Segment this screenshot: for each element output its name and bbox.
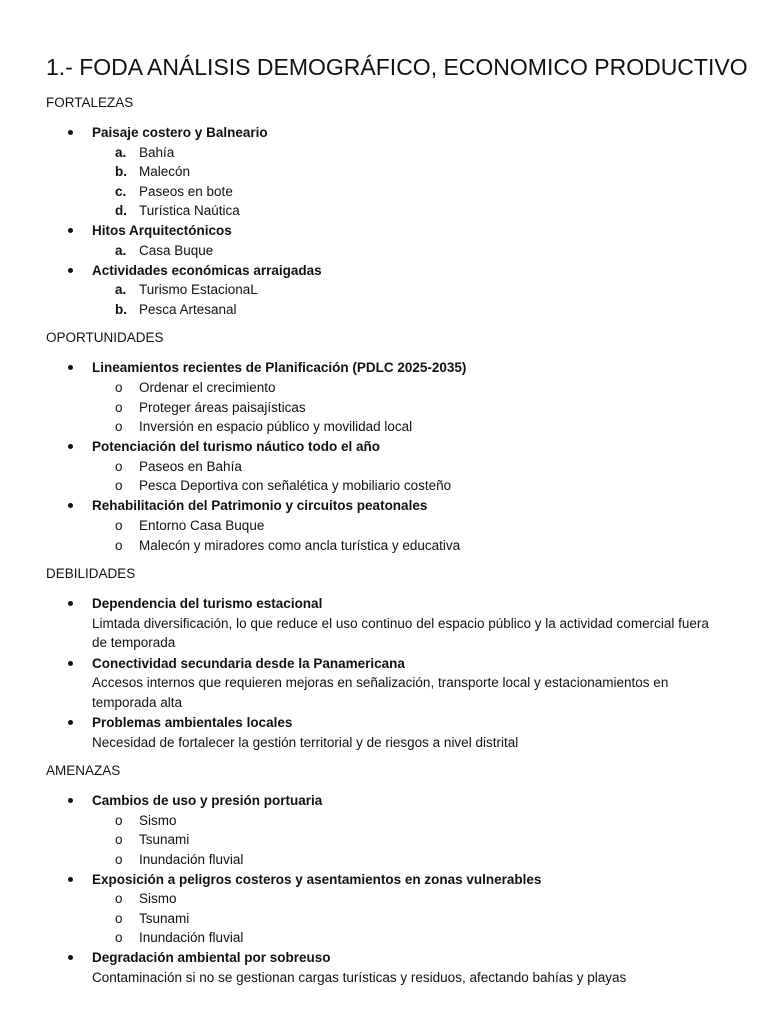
list-marker: o <box>115 930 123 945</box>
sub-list-item-text: Casa Buque <box>139 242 214 258</box>
list-marker: o <box>115 891 123 906</box>
bullet-icon <box>68 228 73 233</box>
sub-list-item <box>0 889 768 909</box>
list-item-label: Potenciación del turismo náutico todo el año <box>92 439 381 454</box>
sub-list-item <box>0 143 768 163</box>
list-marker: o <box>115 537 123 553</box>
sub-list-item <box>0 280 768 300</box>
list-marker: o <box>115 851 123 867</box>
sub-list-item <box>0 811 768 831</box>
list-item <box>0 870 768 890</box>
list-item-label: Conectividad secundaria desde la Panamericana <box>92 655 405 671</box>
list-marker: o <box>115 910 123 926</box>
section-heading-amenazas: AMENAZAS <box>46 763 121 778</box>
list-marker: o <box>115 832 123 847</box>
list-marker: o <box>115 517 123 533</box>
sub-list-item <box>0 300 768 320</box>
list-item-label: Paisaje costero y Balneario <box>92 125 268 140</box>
bullet-icon <box>68 601 73 606</box>
list-marker: o <box>115 478 123 493</box>
sub-list-item-text: Malecón <box>139 164 191 179</box>
list-marker: o <box>115 419 123 434</box>
list-item-description: Contaminación si no se gestionan cargas turísticas y residuos, afectando bahías y playas <box>92 969 627 985</box>
list-marker: o <box>115 399 123 415</box>
bullet-icon <box>68 503 73 508</box>
sub-list-item-text: Turismo EstacionaL <box>139 282 258 297</box>
list-item <box>0 713 768 733</box>
sub-list-item <box>0 476 768 496</box>
list-item-label: Exposición a peligros costeros y asentamientos en zonas vulnerables <box>92 871 542 887</box>
list-item-description: Necesidad de fortalecer la gestión territorial y de riesgos a nivel distrital <box>92 734 519 750</box>
list-item-description: Accesos internos que requieren mejoras en señalización, transporte local y estacionamientos en temporada alta <box>92 675 669 710</box>
sub-list-item <box>0 182 768 202</box>
sub-list-item-text: Ordenar el crecimiento <box>139 379 276 395</box>
list-marker: a. <box>115 282 127 297</box>
list-item-label: Rehabilitación del Patrimonio y circuitos peatonales <box>92 498 428 513</box>
sub-list-item <box>0 928 768 948</box>
sub-list-item-text: Paseos en bote <box>139 183 233 199</box>
list-marker: b. <box>115 301 127 317</box>
sub-list-item-text: Entorno Casa Buque <box>139 517 265 533</box>
list-item-label: Degradación ambiental por sobreuso <box>92 950 331 965</box>
sub-list-item-text: Inversión en espacio público y movilidad local <box>139 419 413 434</box>
sub-list-item-text: Proteger áreas paisajísticas <box>139 399 306 415</box>
list-item <box>0 358 768 378</box>
sub-list-item-text: Sismo <box>139 812 177 828</box>
list-marker: a. <box>115 144 127 160</box>
list-item <box>0 496 768 516</box>
sub-list-item-text: Sismo <box>139 891 177 906</box>
list-marker: c. <box>115 183 127 199</box>
sub-list-item-text: Paseos en Bahía <box>139 458 242 474</box>
sub-list-item <box>0 516 768 536</box>
list-item-label: Hitos Arquitectónicos <box>92 223 232 238</box>
bullet-icon <box>68 365 73 370</box>
sub-list-item <box>0 909 768 929</box>
list-marker: b. <box>115 164 127 179</box>
section-heading-debilidades: DEBILIDADES <box>46 566 136 581</box>
sub-list-item <box>0 201 768 221</box>
list-item-label: Dependencia del turismo estacional <box>92 596 323 611</box>
bullet-icon <box>68 268 73 273</box>
sub-list-item-text: Tsunami <box>139 832 190 847</box>
list-item-label: Problemas ambientales locales <box>92 714 293 730</box>
sub-list-item-text: Bahía <box>139 144 175 160</box>
page-title: 1.- FODA ANÁLISIS DEMOGRÁFICO, ECONOMICO PRODUCTIVO <box>46 54 748 80</box>
sub-list-item <box>0 457 768 477</box>
list-item <box>0 654 768 674</box>
sub-list-item <box>0 830 768 850</box>
list-marker: o <box>115 379 123 395</box>
sub-list-item <box>0 241 768 261</box>
sub-list-item-text: Inundación fluvial <box>139 930 244 945</box>
list-item <box>0 437 768 457</box>
sub-list-item <box>0 162 768 182</box>
bullet-icon <box>68 130 73 135</box>
list-item <box>0 948 768 968</box>
bullet-icon <box>68 444 73 449</box>
sub-list-item <box>0 378 768 398</box>
list-item-label: Lineamientos recientes de Planificación (PDLC 2025-2035) <box>92 360 467 375</box>
section-heading-oportunidades: OPORTUNIDADES <box>46 330 164 345</box>
list-item-label: Actividades económicas arraigadas <box>92 262 322 278</box>
list-item-description: Limtada diversificación, lo que reduce el uso continuo del espacio público y la actividad comercial fuera de temporada <box>92 615 709 651</box>
sub-list-item <box>0 850 768 870</box>
list-item <box>0 594 768 614</box>
sub-list-item-text: Malecón y miradores como ancla turística y educativa <box>139 537 461 553</box>
list-marker: d. <box>115 203 127 218</box>
sub-list-item-text: Inundación fluvial <box>139 851 244 867</box>
sub-list-item-text: Turística Naútica <box>139 203 240 218</box>
bullet-icon <box>68 877 73 882</box>
list-marker: a. <box>115 242 127 258</box>
list-item <box>0 791 768 811</box>
sub-list-item-text: Tsunami <box>139 910 190 926</box>
sub-list-item-text: Pesca Deportiva con señalética y mobiliario costeño <box>139 478 452 493</box>
bullet-icon <box>68 661 73 666</box>
sub-list-item <box>0 417 768 437</box>
list-marker: o <box>115 458 123 474</box>
sub-list-item-text: Pesca Artesanal <box>139 301 237 317</box>
list-item <box>0 123 768 143</box>
sub-list-item <box>0 398 768 418</box>
bullet-icon <box>68 955 73 960</box>
list-item-label: Cambios de uso y presión portuaria <box>92 793 323 808</box>
list-item <box>0 261 768 281</box>
bullet-icon <box>68 720 73 725</box>
list-marker: o <box>115 812 123 828</box>
sub-list-item <box>0 536 768 556</box>
bullet-icon <box>68 798 73 803</box>
list-item <box>0 221 768 241</box>
section-heading-fortalezas: FORTALEZAS <box>46 95 134 110</box>
